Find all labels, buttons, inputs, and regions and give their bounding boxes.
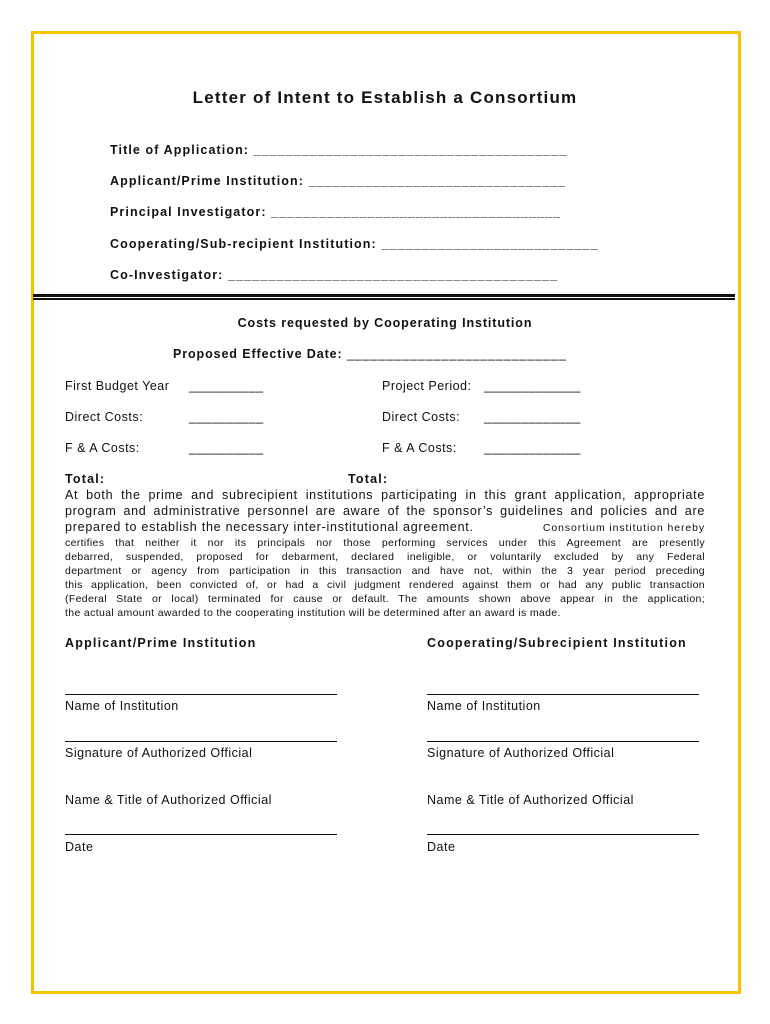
- signature-label-right: Signature of Authorized Official: [427, 746, 615, 760]
- first-budget-year-label: First Budget Year: [65, 379, 170, 393]
- co-investigator-field[interactable]: [110, 268, 558, 282]
- field-blank[interactable]: ____________________________: [346, 347, 567, 361]
- section-divider: [33, 294, 735, 300]
- fa-costs-left-blank[interactable]: __________: [189, 441, 264, 455]
- field-blank[interactable]: ____________________________________: [271, 205, 562, 219]
- paragraph-line: At both the prime and subrecipient institutions participating in this grant application, appropriate: [65, 488, 705, 502]
- direct-costs-left-label: Direct Costs:: [65, 410, 144, 424]
- direct-costs-right-label: Direct Costs:: [382, 410, 461, 424]
- paragraph-line: the actual amount awarded to the cooperating institution will be determined after an award is made.: [65, 607, 561, 619]
- paragraph-line: certifies that neither it nor its principals nor those performing services under this Agreement are presently: [65, 537, 705, 549]
- paragraph-line: this application, been convicted of, or had a civil judgment rendered against them or had any public transaction: [65, 579, 705, 591]
- date-line-left[interactable]: [65, 834, 337, 835]
- cooperating-column-heading: Cooperating/Subrecipient Institution: [427, 636, 687, 650]
- costs-heading: Costs requested by Cooperating Institution: [237, 316, 533, 330]
- field-label: Applicant/Prime Institution:: [110, 174, 304, 188]
- paragraph-fragment: prepared to establish the necessary inter-institutional agreement.: [65, 520, 474, 534]
- field-blank[interactable]: ________________________________: [308, 174, 567, 188]
- field-label: Title of Application:: [110, 143, 250, 157]
- principal-investigator-field[interactable]: [110, 205, 561, 219]
- fa-costs-left-label: F & A Costs:: [65, 441, 140, 455]
- effective-date-field[interactable]: [173, 347, 567, 361]
- date-label-right: Date: [427, 840, 456, 854]
- field-label: Cooperating/Sub-recipient Institution:: [110, 237, 377, 251]
- signature-line-left[interactable]: [65, 741, 337, 742]
- field-label: Co-Investigator:: [110, 268, 224, 282]
- name-of-institution-label-right: Name of Institution: [427, 699, 541, 713]
- paragraph-line: department or agency from participation in this transaction and have not, within the 3 year period preceding: [65, 565, 705, 577]
- fa-costs-right-label: F & A Costs:: [382, 441, 457, 455]
- total-right-label: Total:: [348, 472, 389, 486]
- field-label: Proposed Effective Date:: [173, 347, 343, 361]
- project-period-label: Project Period:: [382, 379, 472, 393]
- date-line-right[interactable]: [427, 834, 699, 835]
- certification-paragraph: [65, 487, 705, 620]
- document-title: Letter of Intent to Establish a Consortium: [192, 88, 578, 107]
- name-title-label-right: Name & Title of Authorized Official: [427, 793, 634, 807]
- direct-costs-left-blank[interactable]: __________: [189, 410, 264, 424]
- signature-line-right[interactable]: [427, 741, 699, 742]
- total-left-label: Total:: [65, 472, 106, 486]
- name-title-label-left: Name & Title of Authorized Official: [65, 793, 272, 807]
- applicant-prime-institution-field[interactable]: [110, 174, 566, 188]
- paragraph-line: program and administrative personnel are aware of the sponsor’s guidelines and policies and are: [65, 504, 705, 518]
- field-blank[interactable]: _______________________________________: [253, 143, 568, 157]
- paragraph-line: debarred, suspended, proposed for debarment, declared ineligible, or voluntarily excluded by any Federal: [65, 551, 705, 563]
- name-of-institution-label-left: Name of Institution: [65, 699, 179, 713]
- project-period-blank[interactable]: _____________: [484, 379, 581, 393]
- field-label: Principal Investigator:: [110, 205, 267, 219]
- first-budget-year-blank[interactable]: __________: [189, 379, 264, 393]
- cooperating-institution-field[interactable]: [110, 237, 599, 251]
- paragraph-line-mixed: [65, 519, 705, 536]
- name-of-institution-line-right[interactable]: [427, 694, 699, 695]
- name-of-institution-line-left[interactable]: [65, 694, 337, 695]
- title-of-application-field[interactable]: [110, 143, 568, 157]
- signature-label-left: Signature of Authorized Official: [65, 746, 253, 760]
- paragraph-line: (Federal State or local) terminated for cause or default. The amounts shown above appear in the application;: [65, 593, 705, 605]
- fa-costs-right-blank[interactable]: _____________: [484, 441, 581, 455]
- paragraph-fragment: Consortium institution hereby: [542, 522, 705, 534]
- date-label-left: Date: [65, 840, 94, 854]
- applicant-column-heading: Applicant/Prime Institution: [65, 636, 257, 650]
- field-blank[interactable]: ___________________________: [381, 237, 599, 251]
- field-blank[interactable]: _________________________________________: [228, 268, 559, 282]
- direct-costs-right-blank[interactable]: _____________: [484, 410, 581, 424]
